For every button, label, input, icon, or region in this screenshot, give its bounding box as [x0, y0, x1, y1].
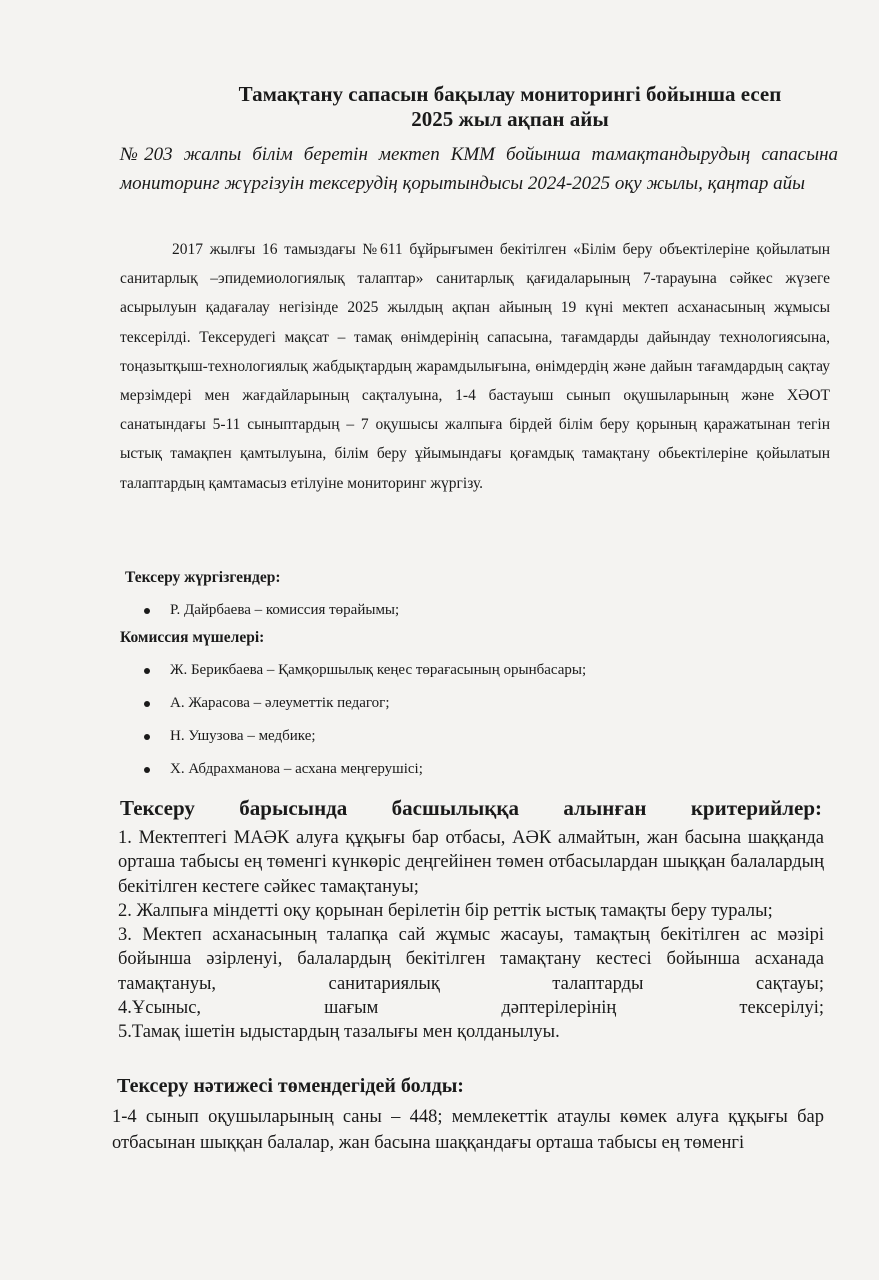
inspectors-heading: Тексеру жүргізгендер: [125, 569, 281, 586]
results-heading: Тексеру нәтижесі төмендегідей болды: [117, 1075, 464, 1097]
intro-paragraph: 2017 жылғы 16 тамыздағы №611 бұйрығымен бекітілген «Білім беру объектілеріне қойылатын санитарлық –эпидемиологиялық талаптар» санитарлық қағидаларының 7-тарауына сәйкес жүзеге асырылуын қадағалау негізінде 2025 жылдың ақпан айының 19 күні мектеп асханасының жұмысы тексерілді. Тексерудегі мақсат – тамақ өнімдерінің сапасына, тағамдарды дайындау технологиясына, тоңазытқыш-технологиялық жабдықтардың жарамдылығына, өнімдердің және дайын тағамдардың сақтау мерзімдері мен жағдайларының сақталуына, 1-4 бастауыш сынып оқушыларының және ХӘОТ санатындағы 5-11 сыныптардың – 7 оқушысы жалпыға бірдей білім беру қорының қаражатынан тегін ыстық тамақпен қамтылуына, білім беру ұйымындағы қоғамдық тамақтану обьектілеріне қойылатын талаптардың қамтамасыз етілуіне мониторинг жүргізу. [120, 241, 830, 492]
inspectors-list [140, 594, 399, 627]
criteria-heading: Тексеру барысында басшылыққа алынған критерийлер: [120, 796, 822, 820]
report-title-line1: Тамақтану сапасын бақылау мониторингі бойынша есеп [238, 82, 782, 106]
criteria-list [118, 826, 824, 1045]
list-item: А. Жарасова – әлеуметтік педагог; [140, 687, 586, 720]
list-item: Р. Дайрбаева – комиссия төрайымы; [140, 594, 399, 627]
report-subtitle: №203 жалпы білім беретін мектеп КММ бойынша тамақтандырудың сапасына мониторинг жүргізуін тексерудің қорытындысы 2024-2025 оқу жылы, қаңтар айы [120, 144, 838, 194]
list-item: Ж. Берикбаева – Қамқоршылық кеңес төрағасының орынбасары; [140, 654, 586, 687]
list-item: Н. Ушузова – медбике; [140, 720, 586, 753]
results-text: 1-4 сынып оқушыларының саны – 448; мемлекеттік атаулы көмек алуға құқығы бар отбасынан шыққан балалар, жан басына шаққандағы орташа табысы ең төменгі [112, 1107, 824, 1153]
commission-list [140, 654, 586, 786]
criteria-item-4: 4.Ұсыныс, шағым дәптерілерінің тексерілуі; [118, 998, 824, 1019]
report-title [160, 82, 860, 132]
criteria-item-3: 3. Мектеп асханасының талапқа сай жұмыс жасауы, тамақтың бекітілген ас мәзірі бойынша әзірленуі, балалардың бекітілген тамақтану кестесі бойынша асханада тамақтануы, санитариялық талаптарды сақтауы; [118, 925, 824, 994]
report-title-line2: 2025 жыл ақпан айы [411, 107, 609, 131]
list-item: Х. Абдрахманова – асхана меңгерушісі; [140, 753, 586, 786]
criteria-item-2: 2. Жалпыға міндетті оқу қорынан берілетін бір реттік ыстық тамақты беру туралы; [118, 900, 773, 921]
commission-heading: Комиссия мүшелері: [120, 629, 265, 646]
criteria-item-5: 5.Тамақ ішетін ыдыстардың тазалығы мен қолданылуы. [118, 1022, 560, 1043]
criteria-item-1: 1. Мектептегі МАӘК алуға құқығы бар отбасы, АӘК алмайтын, жан басына шаққанда орташа табысы ең төменгі күнкөріс деңгейінен төмен отбасылардан шыққан балалардың бекітілген кестеге сәйкес тамақтануы; [118, 828, 824, 897]
